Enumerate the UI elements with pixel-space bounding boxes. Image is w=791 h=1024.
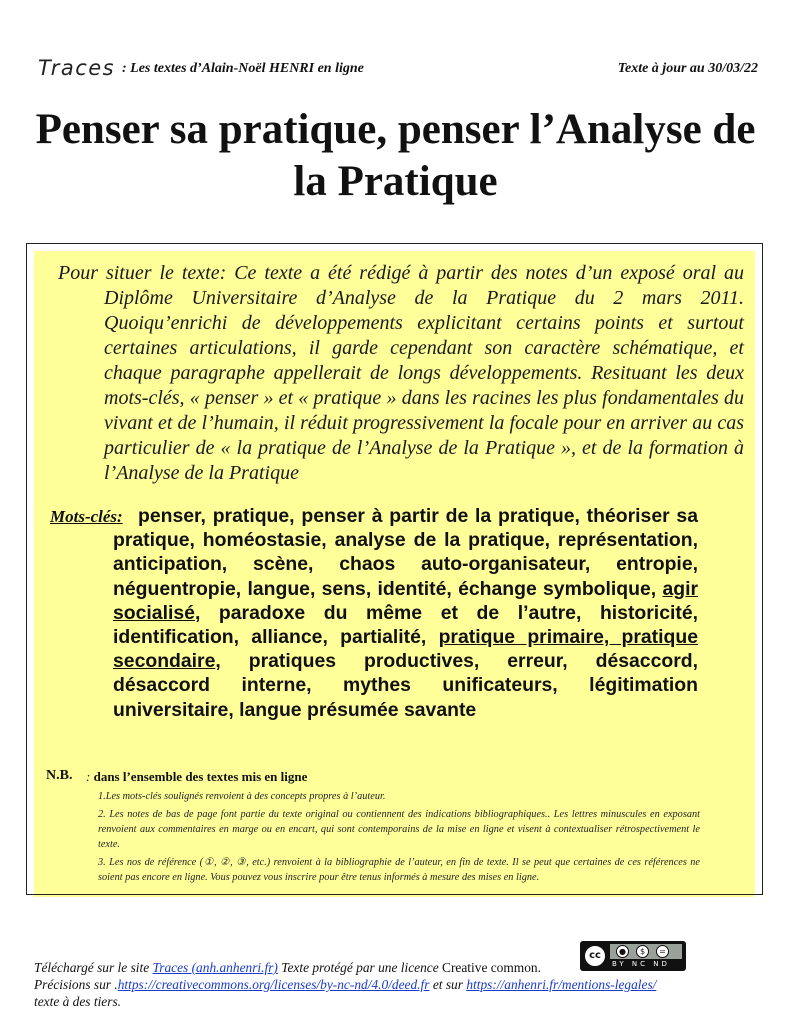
header-subtitle: : Les textes d’Alain-Noël HENRI en ligne [122, 61, 364, 76]
cc-logo-icon: cc [583, 944, 607, 968]
document-title: Penser sa pratique, penser l’Analyse de la Pratique [35, 106, 756, 205]
keywords-list [113, 504, 698, 722]
footer-line-3: texte à des tiers. [34, 994, 122, 1009]
footer-details-text: Précisions sur . [34, 977, 118, 992]
nb-separator: : [86, 769, 91, 784]
cc-license-link[interactable]: https://creativecommons.org/licenses/by-nc-nd/4.0/deed.fr [117, 977, 430, 992]
site-link[interactable]: Traces (anh.anhenri.fr) [152, 960, 278, 975]
keyword-concept-pratique-primaire-secondaire: pratique primaire, pratique secondaire [113, 626, 698, 673]
nb-note-1: 1.Les mots-clés soulignés renvoient à des concepts propres à l’auteur. [98, 791, 386, 802]
nd-equals-icon: = [656, 945, 669, 958]
footer-line-1 [34, 959, 754, 976]
nb-notes [98, 789, 700, 888]
page-header [38, 58, 758, 84]
nb-note-3: 3. Les nos de référence (①, ②, ③, etc.) renvoient à la bibliographie de l’auteur, en fin de texte. Il se peut que certaines de ces références ne soient pas encore en ligne. Vous pouvez vous inscrire pour être tenus informés à mesure des mises en ligne. [98, 857, 700, 883]
nb-lead-text: dans l’ensemble des textes mis en ligne [93, 769, 308, 784]
footer-downloaded-text: Téléchargé sur le site [34, 960, 150, 975]
keywords-text-2: , paradoxe du même et de l’autre, historicité, identification, alliance, partialité, [113, 601, 698, 649]
intro-paragraph: Pour situer le texte: Ce texte a été rédigé à partir des notes d’un exposé oral au Diplôme Universitaire d’Analyse de la Pratique du 2 mars 2011. Quoiqu’enrichi de développements explicitant certains points et surtout certaines articulations, il garde cependant son caractère schématique, et chaque paragraphe appellerait de longs développements. Resituant les deux mots-clés, « penser » et « pratique » dans les racines les plus fondamentales du vivant et de l’humain, il réduit progressivement la focale pour en arriver au cas particulier de « la pratique de l’Analyse de la Pratique », et de la formation à l’Analyse de la Pratique [58, 262, 744, 484]
keywords-text-1: penser, pratique, penser à partir de la pratique, théoriser sa pratique, homéostasie, analyse de la pratique, représentation, anticipation, scène, chaos auto-organisateur, entropie, néguentropie, langue, sens, identité, échange symbolique, [113, 505, 698, 600]
nb-note-2: 2. Les notes de bas de page font partie du texte original ou contiennent des indications bibliographiques.. Les lettres minuscules en exposant renvoient aux commentaires en marge ou en encart, qui sont contemporains de la mise en ligne et visent à contextualiser rétrospectivement le texte. [98, 809, 700, 850]
keyword-concept-agir-socialise: agir socialisé [113, 577, 698, 624]
footer-and-text: et sur [432, 977, 463, 992]
keywords-text-3: , pratiques productives, erreur, désaccord, désaccord interne, mythes unificateurs, légitimation universitaire, langue présumée savante [113, 650, 698, 721]
footer-line-2 [34, 976, 754, 993]
by-person-icon: ● [616, 945, 629, 958]
footer-license-text: Texte protégé par une licence [281, 960, 439, 975]
page-footer [34, 959, 754, 1010]
legal-mentions-link[interactable]: https://anhenri.fr/mentions-legales/ [466, 977, 657, 992]
license-codes: BY NC ND [612, 960, 670, 968]
nb-heading: N.B. [46, 768, 73, 783]
footer-license-word: Creative common. [442, 960, 541, 975]
update-date: Texte à jour au 30/03/22 [617, 61, 758, 76]
nc-dollar-icon: $ [636, 945, 649, 958]
keywords-label: Mots-clés: [50, 507, 123, 526]
nb-lead [86, 769, 307, 785]
brand-name: Traces [38, 56, 116, 80]
